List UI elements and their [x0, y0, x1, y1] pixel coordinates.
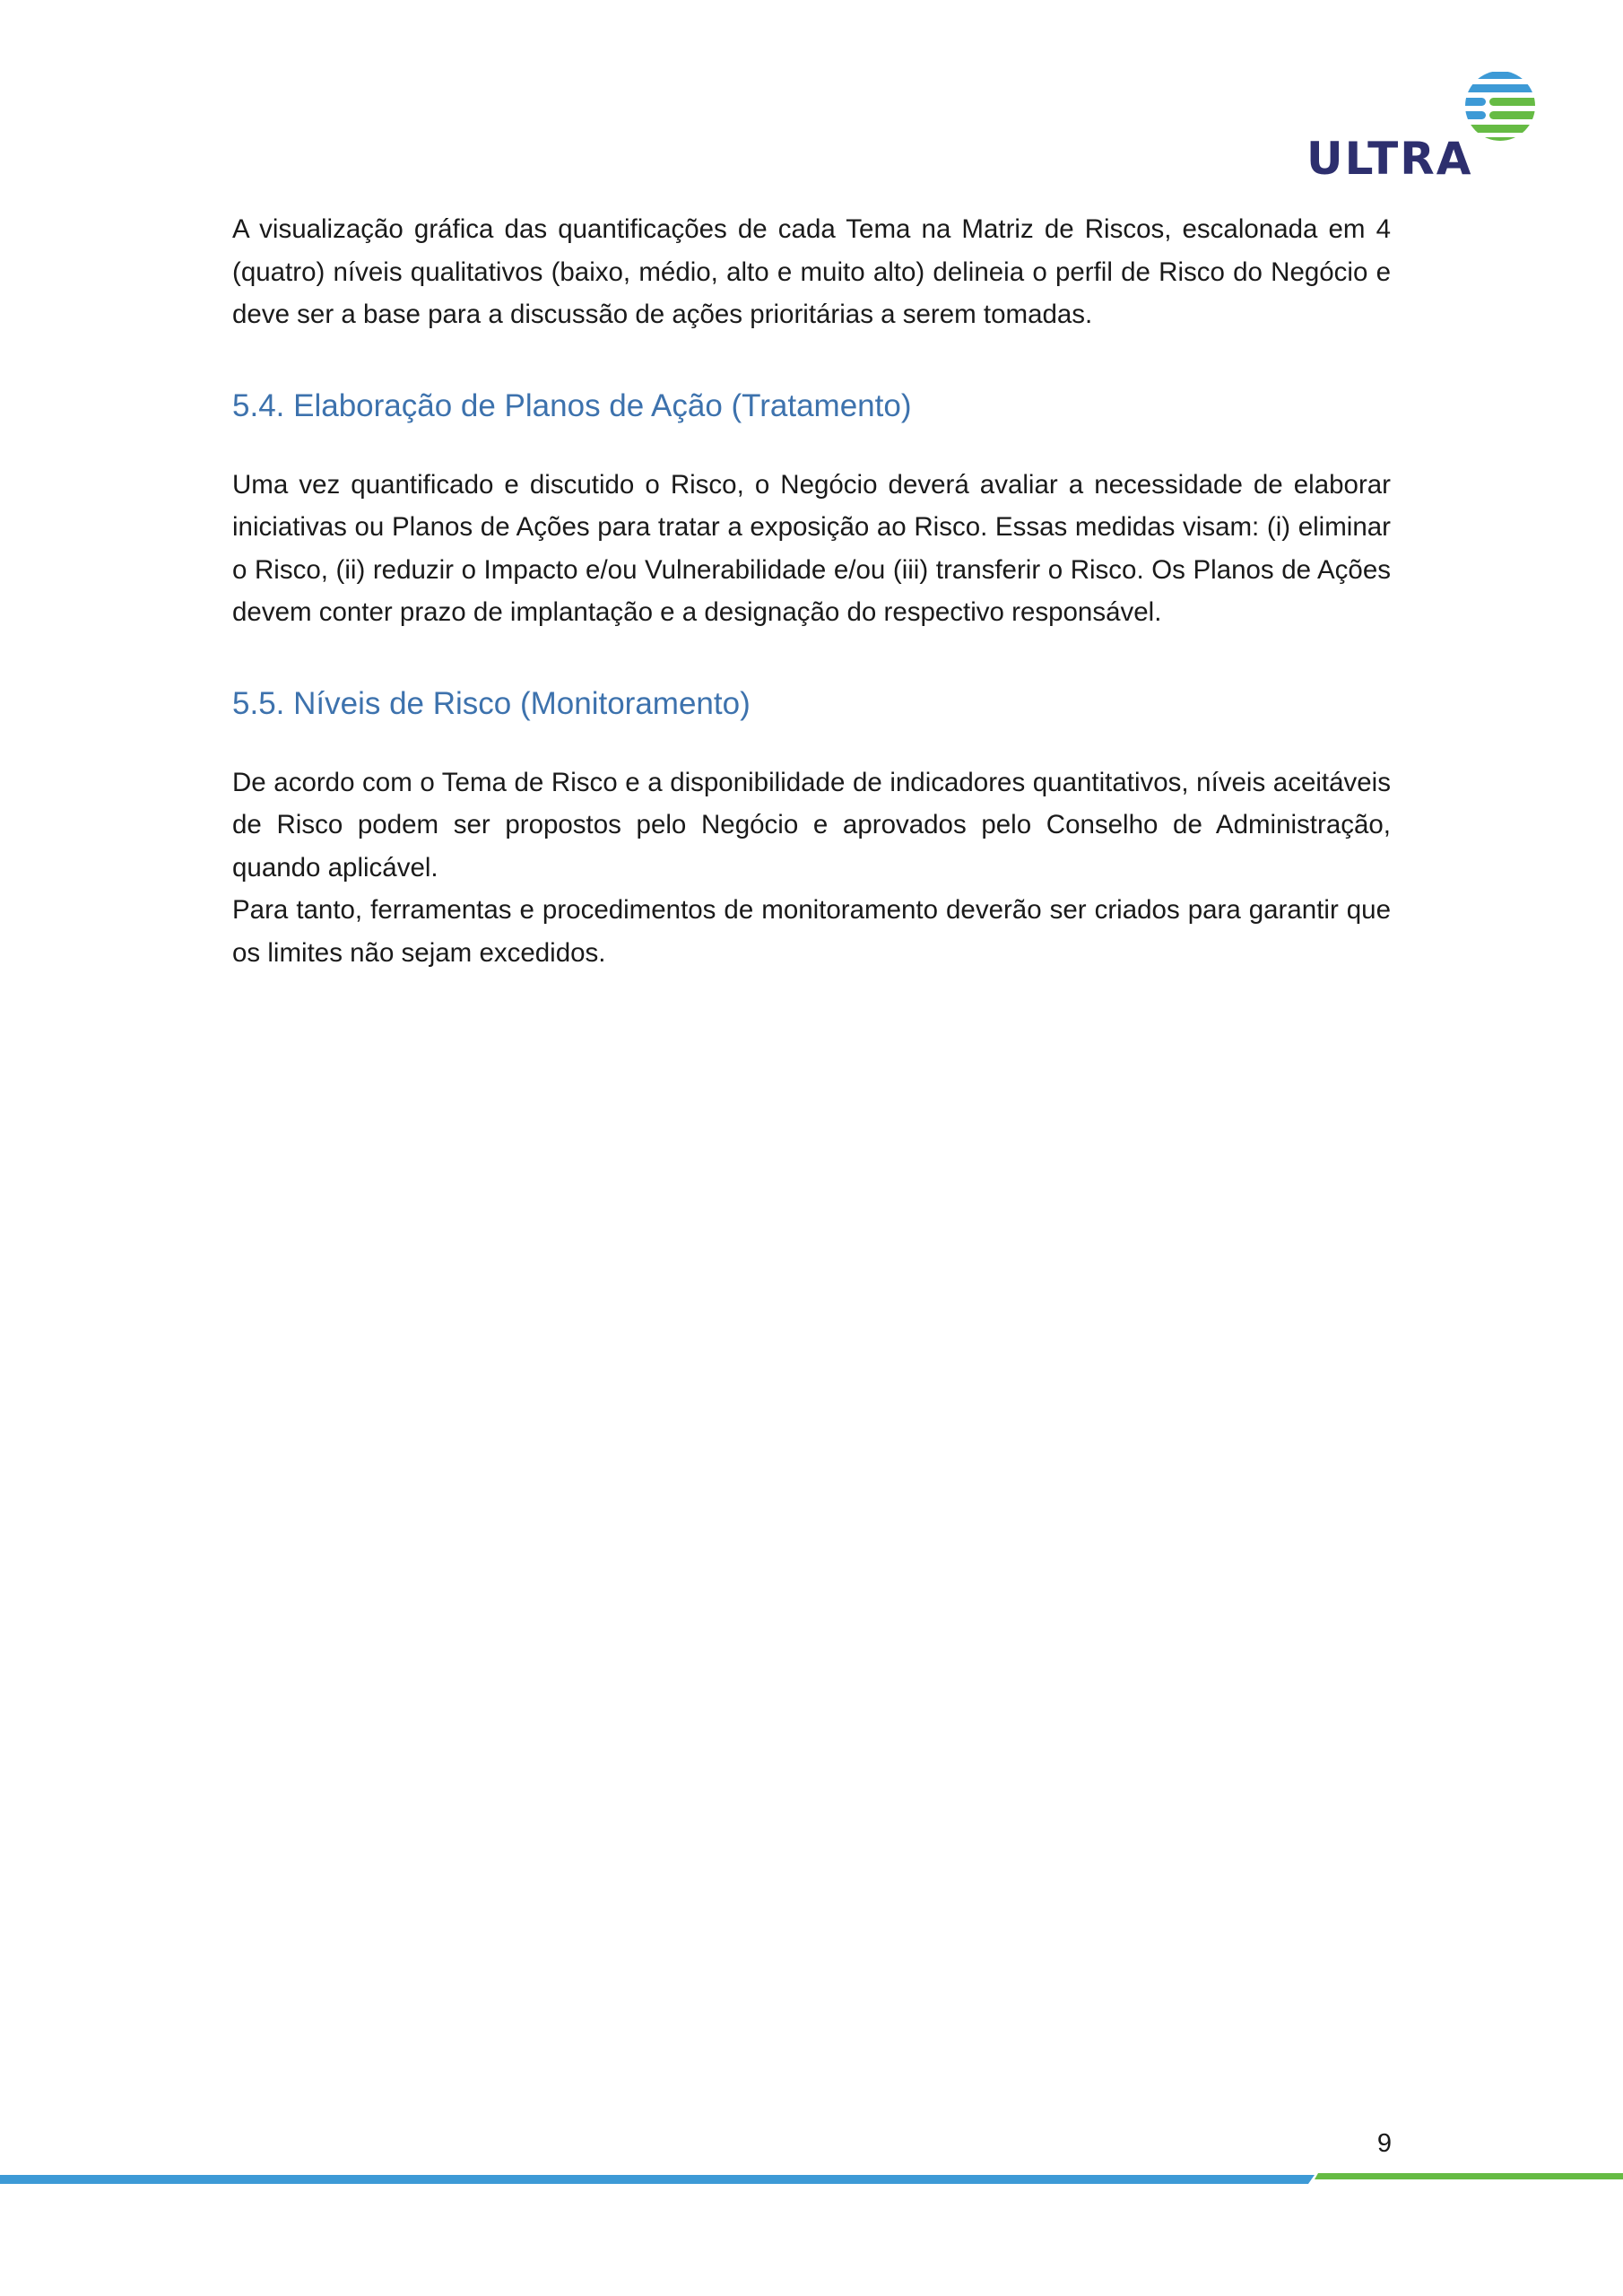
footer-bar: [0, 2170, 1623, 2188]
logo-wordmark: ULTRA: [1306, 133, 1473, 179]
heading-section-5-5: 5.5. Níveis de Risco (Monitoramento): [232, 685, 751, 721]
section-5-5-paragraph-part-2: Para tanto, ferramentas e procedimentos de monitoramento deverão ser criados para garantir que os limites não sejam excedidos.: [232, 895, 1391, 968]
intro-paragraph: A visualização gráfica das quantificações de cada Tema na Matriz de Riscos, escalonada em 4 (quatro) níveis qualitativos (baixo, médio, alto e muito alto) delineia o perfil de Risco do Negócio e deve ser a base para a discussão de ações prioritárias a serem tomadas.: [232, 214, 1391, 329]
page-number: 9: [1376, 2129, 1392, 2158]
page-content: [232, 208, 1391, 974]
ultra-logo: [1305, 70, 1547, 179]
footer-bar-blue: [0, 2175, 1315, 2184]
section-5-4-paragraph: Uma vez quantificado e discutido o Risco, o Negócio deverá avaliar a necessidade de elaborar iniciativas ou Planos de Ações para tratar a exposição ao Risco. Essas medidas visam: (i) eliminar o Risco, (ii) reduzir o Impacto e/ou Vulnerabilidade e/ou (iii) transferir o Risco. Os Planos de Ações devem conter prazo de implantação e a designação do respectivo responsável.: [232, 469, 1391, 627]
heading-section-5-4: 5.4. Elaboração de Planos de Ação (Tratamento): [232, 387, 912, 423]
footer-bar-green: [1315, 2173, 1623, 2179]
section-5-5-paragraph-part-1: De acordo com o Tema de Risco e a disponibilidade de indicadores quantitativos, níveis aceitáveis de Risco podem ser propostos pelo Negócio e aprovados pelo Conselho de Administração, quando aplicável.: [232, 767, 1391, 883]
section-5-5-paragraph: [232, 761, 1391, 975]
